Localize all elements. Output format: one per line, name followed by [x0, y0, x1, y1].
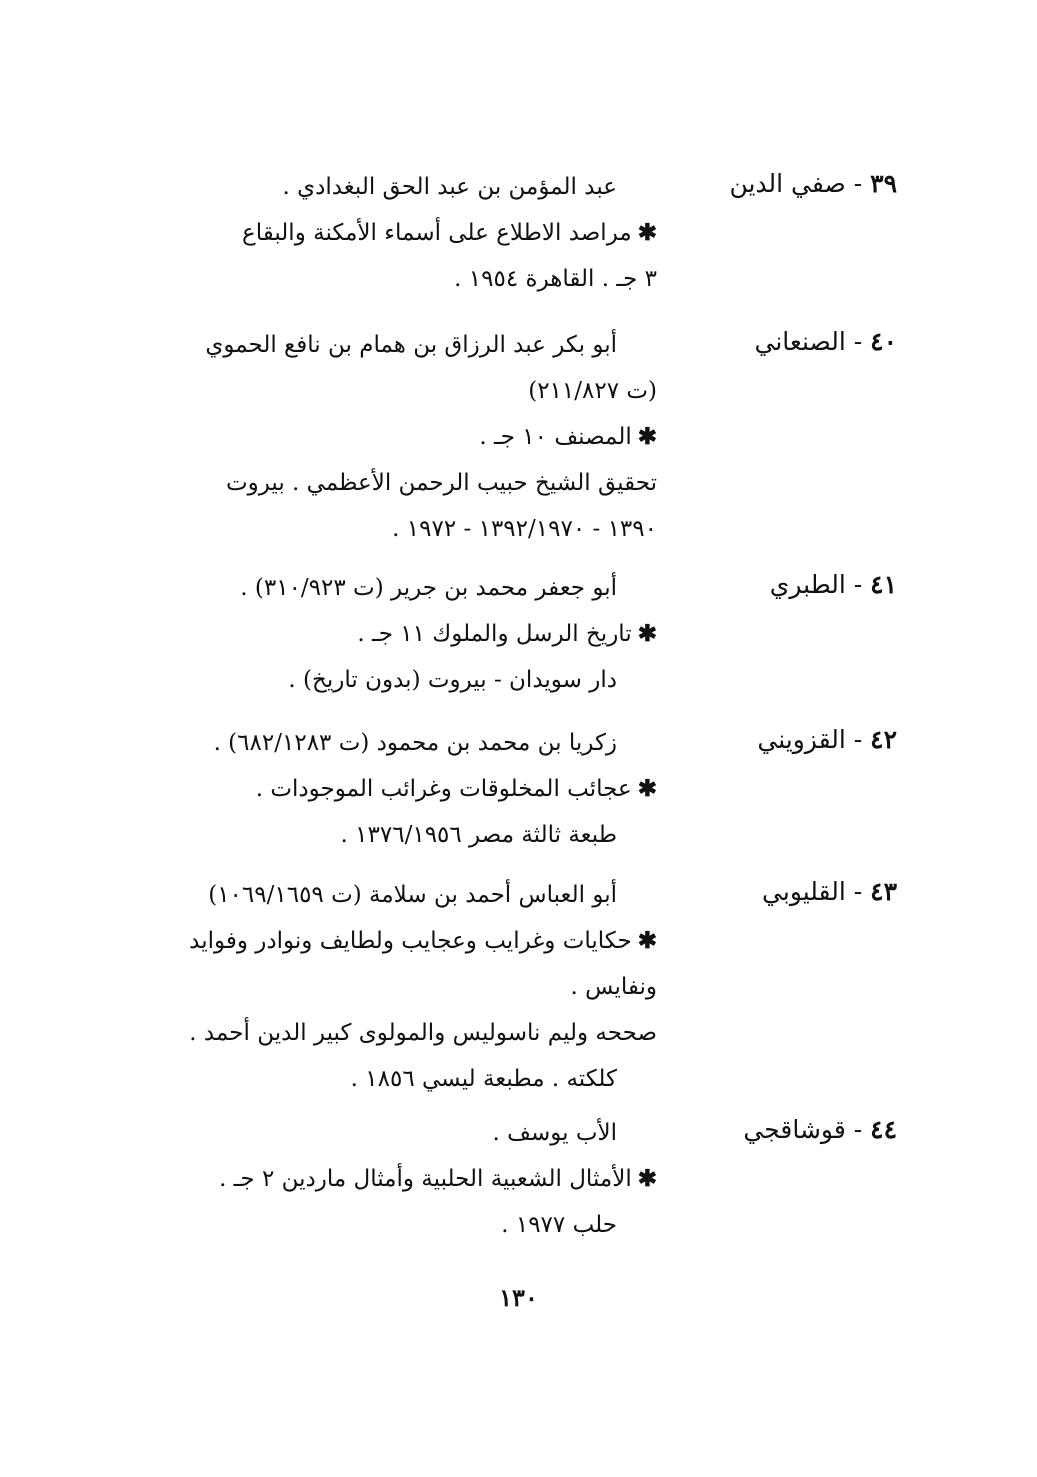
entry-title-line — [137, 766, 657, 812]
entry-dash: - — [845, 877, 863, 906]
asterisk-icon: ✱ — [637, 423, 657, 450]
entry-dash: - — [845, 327, 863, 356]
entry-heading — [737, 322, 897, 362]
entry-publication: طبعة ثالثة مصر ١٣٧٦/١٩٥٦ . — [340, 822, 617, 848]
entry-title: مراصد الاطلاع على أسماء الأمكنة والبقاع — [241, 220, 632, 246]
entry-number: ٤١ — [870, 570, 897, 599]
asterisk-icon: ✱ — [637, 927, 657, 954]
entry-publication: دار سويدان - بيروت (بدون تاريخ) . — [288, 667, 617, 693]
entry-title: تاريخ الرسل والملوك ١١ جـ . — [357, 621, 632, 647]
entry-body — [137, 322, 657, 552]
entry-title: حكايات وغرايب وعجايب ولطايف ونوادر وفوايد — [189, 928, 632, 954]
asterisk-icon: ✱ — [637, 1165, 657, 1192]
entry-title-line — [137, 918, 657, 964]
asterisk-icon: ✱ — [637, 775, 657, 802]
entry-publication: حلب ١٩٧٧ . — [501, 1212, 617, 1238]
bibliography-entry — [157, 720, 897, 860]
entry-author-name: قوشاقجي — [743, 1115, 846, 1144]
entry-heading — [737, 872, 897, 912]
entry-body — [137, 164, 657, 302]
entry-dash: - — [845, 1115, 863, 1144]
entry-author-name: صفي الدين — [729, 169, 846, 198]
entry-heading — [737, 720, 897, 760]
bibliography-entry — [157, 872, 897, 1102]
bibliography-entry — [157, 164, 897, 304]
entry-number: ٣٩ — [870, 169, 897, 198]
page-number: ١٣٠ — [499, 1283, 538, 1312]
entry-author-name: القزويني — [757, 725, 846, 754]
entry-author-full: أبو جعفر محمد بن جرير (ت ٣١٠/٩٢٣) . — [240, 575, 617, 601]
bibliography-entry — [157, 565, 897, 705]
asterisk-icon: ✱ — [637, 620, 657, 647]
entry-editor: صححه وليم ناسوليس والمولوى كبير الدين أحمد . — [189, 1020, 657, 1046]
entry-title: المصنف ١٠ جـ . — [479, 424, 632, 450]
entry-title: عجائب المخلوقات وغرائب الموجودات . — [255, 776, 632, 802]
entry-publication: ١٣٩٠ - ١٣٩٢/١٩٧٠ - ١٩٧٢ . — [392, 516, 657, 542]
entry-dash: - — [845, 725, 863, 754]
entry-author-name: الصنعاني — [754, 327, 846, 356]
entry-body — [137, 565, 657, 703]
entry-publication: ٣ جـ . القاهرة ١٩٥٤ . — [454, 266, 657, 292]
entry-number: ٤٠ — [870, 327, 897, 356]
entry-title-line — [137, 1156, 657, 1202]
entry-author-name: القليوبي — [762, 877, 846, 906]
entry-number: ٤٣ — [870, 877, 897, 906]
entry-author-full: أبو بكر عبد الرزاق بن همام بن نافع الحموي — [205, 332, 617, 358]
entry-heading — [737, 1110, 897, 1150]
entry-heading — [729, 164, 897, 204]
entry-dash: - — [845, 570, 863, 599]
entry-number: ٤٤ — [870, 1115, 897, 1144]
entry-author-full: عبد المؤمن بن عبد الحق البغدادي . — [282, 174, 617, 200]
entry-title: الأمثال الشعبية الحلبية وأمثال ماردين ٢ جـ . — [219, 1166, 632, 1192]
entry-heading — [737, 565, 897, 605]
entry-title-continued: ونفايس . — [570, 974, 657, 1000]
entry-number: ٤٢ — [870, 725, 897, 754]
entry-title-line — [137, 414, 657, 460]
bibliography-entry — [157, 322, 897, 552]
entry-title-line — [137, 210, 657, 256]
entry-author-full: أبو العباس أحمد بن سلامة (ت ١٠٦٩/١٦٥٩) — [208, 882, 617, 908]
entry-body — [137, 720, 657, 858]
entry-author-name: الطبري — [769, 570, 846, 599]
entry-dash: - — [845, 169, 863, 198]
entry-author-full: زكريا بن محمد بن محمود (ت ٦٨٢/١٢٨٣) . — [213, 730, 617, 756]
entry-title-line — [137, 611, 657, 657]
entry-death-date: (ت ٢١١/٨٢٧) — [528, 378, 657, 404]
asterisk-icon: ✱ — [637, 219, 657, 246]
entry-editor: تحقيق الشيخ حبيب الرحمن الأعظمي . بيروت — [225, 470, 657, 496]
entry-publication: كلكته . مطبعة ليسي ١٨٥٦ . — [350, 1066, 617, 1092]
entry-author-full: الأب يوسف . — [492, 1120, 617, 1146]
entry-body — [137, 872, 657, 1102]
entry-body — [137, 1110, 657, 1248]
bibliography-entry — [157, 1110, 897, 1250]
